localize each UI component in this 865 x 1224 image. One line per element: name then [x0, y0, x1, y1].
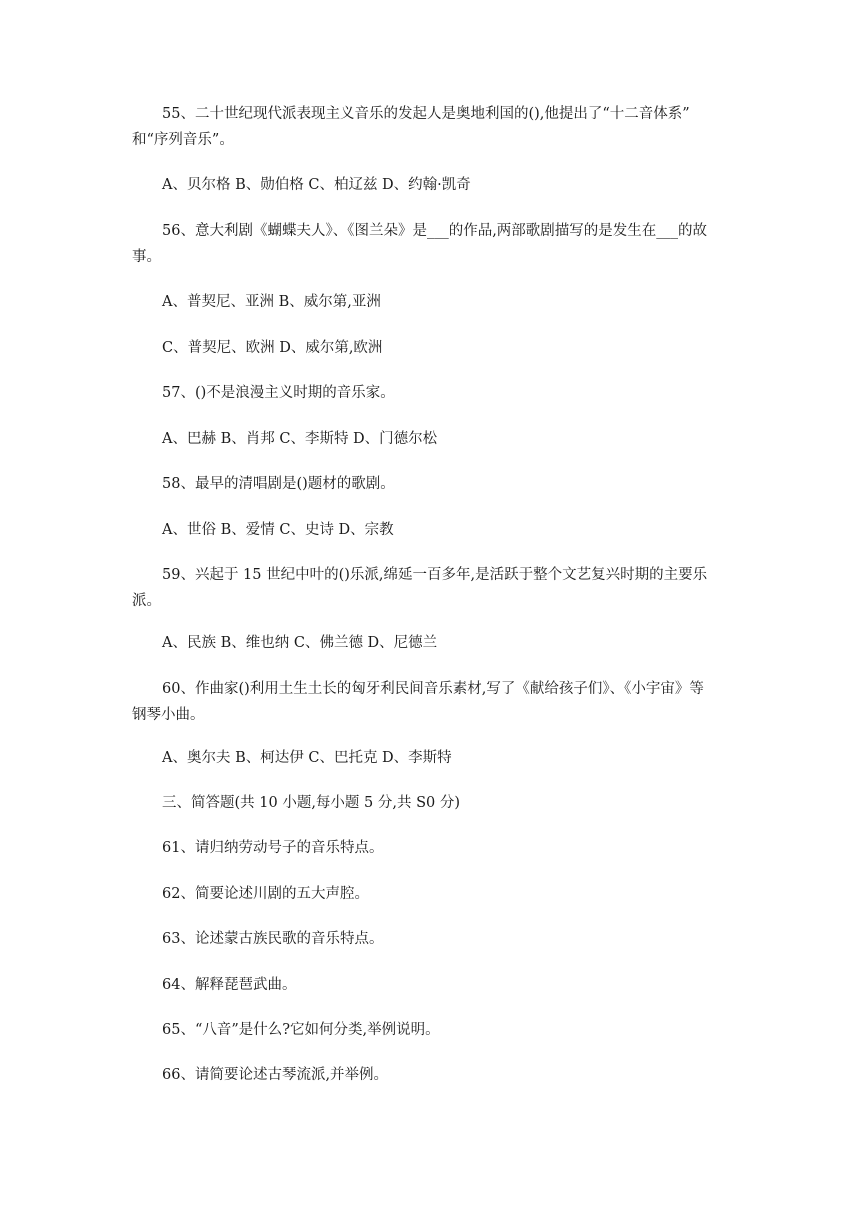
q59-options: A、民族 B、维也纳 C、佛兰德 D、尼德兰 — [162, 635, 438, 651]
q56-options-ab: A、普契尼、亚洲 B、威尔第,亚洲 — [162, 294, 381, 310]
q55-options: A、贝尔格 B、勋伯格 C、柏辽兹 D、约翰·凯奇 — [162, 177, 471, 193]
q64-question: 64、解释琵琶武曲。 — [162, 977, 297, 993]
q60-options: A、奥尔夫 B、柯达伊 C、巴托克 D、李斯特 — [162, 750, 452, 766]
q59-line2: 派。 — [132, 593, 161, 609]
q55-line1: 55、二十世纪现代派表现主义音乐的发起人是奥地利国的(),他提出了“十二音体系” — [162, 106, 690, 122]
q59-line1: 59、兴起于 15 世纪中叶的()乐派,绵延一百多年,是活跃于整个文艺复兴时期的主要乐 — [162, 567, 708, 583]
section-heading: 三、简答题(共 10 小题,每小题 5 分,共 S0 分) — [162, 795, 461, 811]
q57-options: A、巴赫 B、肖邦 C、李斯特 D、门德尔松 — [162, 431, 438, 447]
q56-line1: 56、意大利剧《蝴蝶夫人》、《图兰朵》是___的作品,两部歌剧描写的是发生在___的故 — [162, 223, 708, 239]
q65-question: 65、“八音”是什么?它如何分类,举例说明。 — [162, 1022, 440, 1038]
q55-line2: 和“序列音乐”。 — [132, 132, 234, 148]
q63-question: 63、论述蒙古族民歌的音乐特点。 — [162, 931, 384, 947]
q58-options: A、世俗 B、爱情 C、史诗 D、宗教 — [162, 522, 394, 538]
q57-question: 57、()不是浪漫主义时期的音乐家。 — [162, 385, 395, 401]
q58-question: 58、最早的清唱剧是()题材的歌剧。 — [162, 476, 395, 492]
q60-line1: 60、作曲家()利用土生土长的匈牙利民间音乐素材,写了《献给孩子们》、《小宇宙》等 — [162, 681, 704, 697]
q61-question: 61、请归纳劳动号子的音乐特点。 — [162, 840, 384, 856]
q56-line2: 事。 — [132, 249, 161, 265]
q56-options-cd: C、普契尼、欧洲 D、威尔第,欧洲 — [162, 340, 383, 356]
q62-question: 62、简要论述川剧的五大声腔。 — [162, 886, 369, 902]
q60-line2: 钢琴小曲。 — [132, 707, 205, 723]
q66-question: 66、请简要论述古琴流派,并举例。 — [162, 1067, 389, 1083]
